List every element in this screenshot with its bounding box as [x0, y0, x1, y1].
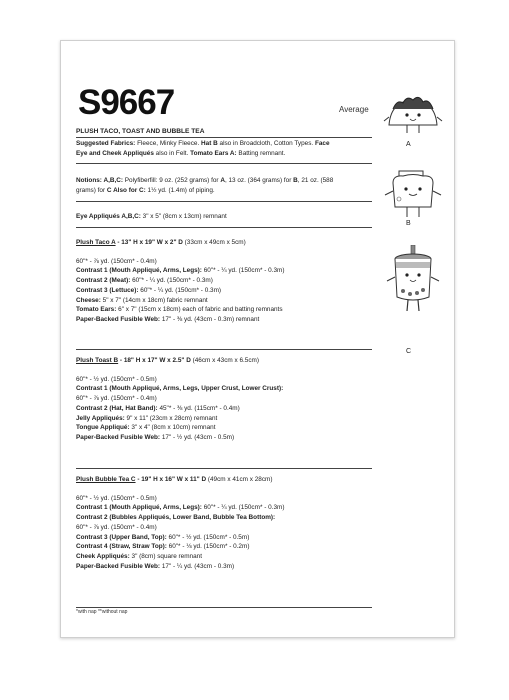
- divider: [76, 201, 372, 202]
- taco-icon: [383, 91, 443, 139]
- taco-heading: Plush Taco A: [76, 239, 116, 246]
- view-b-label: B: [406, 220, 411, 227]
- toast-icon: [383, 167, 443, 223]
- size-label: Average: [339, 105, 369, 114]
- view-c-label: C: [406, 348, 412, 355]
- suggested-fabrics: Suggested Fabrics: Fleece, Minky Fleece. Hat B also in Broadcloth, Cotton Types. Face Eye and Cheek Appliqués also in Felt. Tomato Ears A: Batting remnant.: [76, 140, 330, 157]
- pattern-envelope-back: [60, 40, 455, 638]
- pattern-number: S9667: [78, 83, 175, 122]
- taco-section: Plush Taco A - 13" H x 19" W x 2" D (33cm x 49cm x 5cm) 60"* - ⅞ yd. (150cm* - 0.4m) Contrast 1 (Mouth Appliqué, Arms, Legs): 60"* - ¼ yd. (150cm* - 0.3m) Contrast 2 (Meat): 60"* - ¼ yd. (150cm* - 0.3m) Contrast 3 (Lettuce): 60"* - ¼ yd. (150cm* - 0.3m) Cheese: 5" x 7" (14cm x 18cm) fabric remnant Tomato Ears: 6" x 7" (15cm x 18cm) each of fabric and batting remnants Paper-Backed Fusible Web: 17" - ⅜ yd. (43cm - 0.3m) remnant: [76, 239, 285, 323]
- divider: [76, 468, 372, 469]
- view-a-label: A: [406, 141, 411, 148]
- bubble-tea-section: Plush Bubble Tea C - 19" H x 16" W x 11" D (49cm x 41cm x 28cm) 60"* - ½ yd. (150cm* - 0.5m) Contrast 1 (Mouth Appliqué, Arms, Legs): 60"* - ¼ yd. (150cm* - 0.3m) Contrast 2 (Bubbles Appliqués, Lower Band, Bubble Tea Bottom): 60"* - ⅞ yd. (150cm* - 0.4m) Contrast 3 (Upper Band, Top): 60"* - ½ yd. (150cm* - 0.5m) Contrast 4 (Straw, Straw Top): 60"* - ⅛ yd. (150cm* - 0.2m) Cheek Appliqués: 3" (8cm) square remnant Paper-Backed Fusible Web: 17" - ¼ yd. (43cm - 0.3m): [76, 476, 285, 570]
- bubble-tea-icon: [383, 245, 443, 317]
- divider: [76, 349, 372, 350]
- divider: [76, 137, 372, 138]
- bubble-tea-heading: Plush Bubble Tea C: [76, 476, 136, 483]
- toast-section: Plush Toast B - 18" H x 17" W x 2.5" D (46cm x 43cm x 6.5cm) 60"* - ½ yd. (150cm* - 0.5m) Contrast 1 (Mouth Appliqué, Arms, Legs, Upper Crust, Lower Crust): 60"* - ⅞ yd. (150cm* - 0.4m) Contrast 2 (Hat, Hat Band): 45"* - ⅜ yd. (115cm* - 0.4m) Jelly Appliqués: 9" x 11" (23cm x 28cm) remnant Tongue Appliqué: 3" x 4" (8cm x 10cm) remnant Paper-Backed Fusible Web: 17" - ½ yd. (43cm - 0.5m): [76, 357, 284, 441]
- notions: Notions: A,B,C: Polyfiberfill: 9 oz. (252 grams) for A, 13 oz. (364 grams) for B, 21 oz. (588 grams) for C Also for C: 1½ yd. (1.4m) of piping.: [76, 177, 334, 194]
- pattern-title: PLUSH TACO, TOAST AND BUBBLE TEA: [76, 128, 205, 135]
- divider: [76, 163, 372, 164]
- divider: [76, 227, 372, 228]
- divider: [76, 607, 372, 608]
- nap-footnote: *with nap **without nap: [76, 609, 128, 615]
- toast-heading: Plush Toast B: [76, 357, 119, 364]
- eye-appliques: Eye Appliqués A,B,C: 3" x 5" (8cm x 13cm) remnant: [76, 213, 227, 220]
